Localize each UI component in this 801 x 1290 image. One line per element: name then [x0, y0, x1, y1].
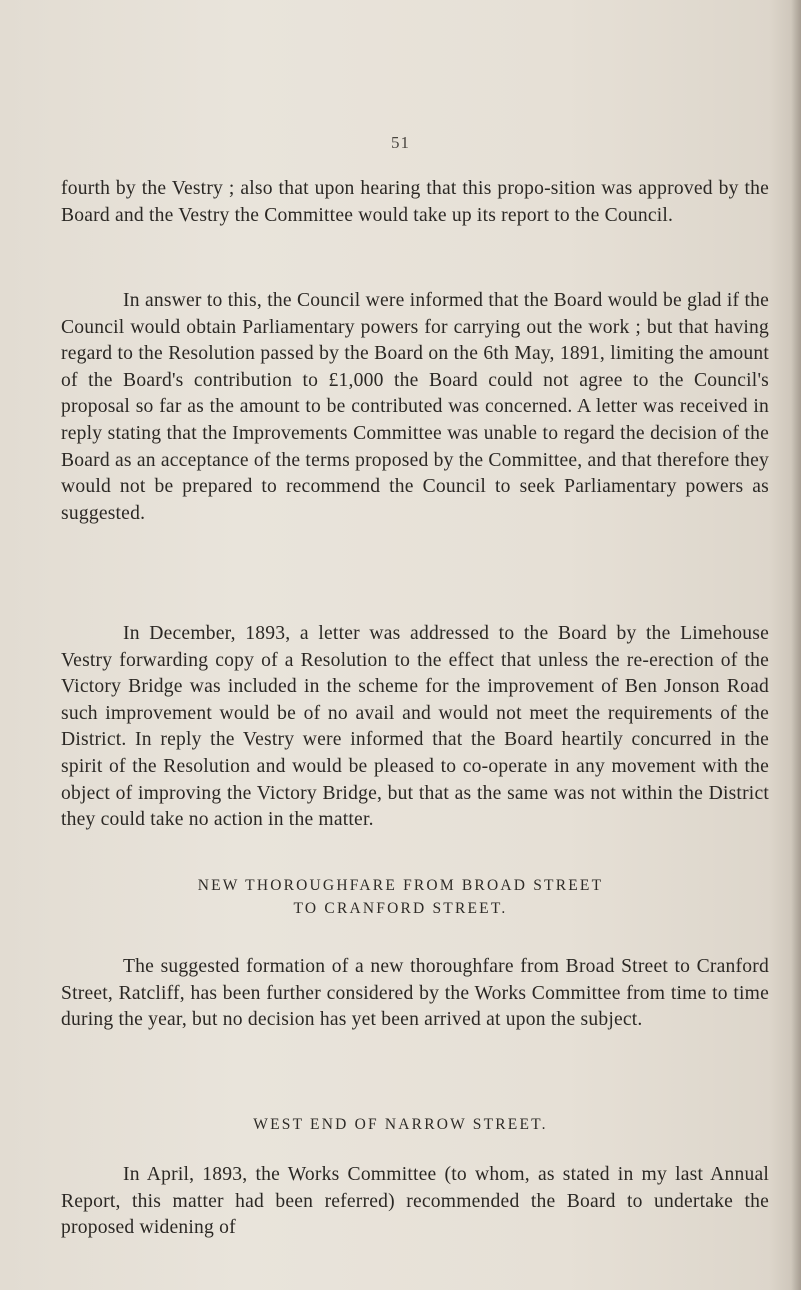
page-edge-shadow — [791, 0, 801, 1290]
paragraph-council-answer — [61, 288, 769, 527]
section-heading-narrow-street — [0, 1113, 801, 1136]
paragraph-new-thoroughfare — [61, 954, 769, 1034]
paragraph-text: fourth by the Vestry ; also that upon hearing that this propo-sition was approved by the Board and the Vestry the Committee would take up its report to the Council. — [61, 178, 769, 226]
paragraph-narrow-street — [61, 1162, 769, 1242]
paragraph-continuation — [61, 176, 769, 229]
paragraph-text: In April, 1893, the Works Committee (to whom, as stated in my last Annual Report, this matter had been referred) recommended the Board to undertake the proposed widening of — [61, 1164, 769, 1239]
section-heading-line: TO CRANFORD STREET. — [293, 900, 508, 917]
section-heading-new-thoroughfare — [0, 874, 801, 920]
page-number: 51 — [391, 133, 410, 152]
paragraph-text: In answer to this, the Council were informed that the Board would be glad if the Council would obtain Parliamentary powers for carrying out the work ; but that having regard to the Resolution passed by the Board on the 6th May, 1891, limiting the amount of the Board's contribution to £1,000 the Board could not agree to the Council's proposal so far as the amount to be contributed was concerned. A letter was received in reply stating that the Improvements Committee was unable to regard the decision of the Board as an acceptance of the terms proposed by the Committee, and that therefore they would not be prepared to recommend the Council to seek Parliamentary powers as suggested. — [61, 290, 769, 524]
paragraph-limehouse-vestry — [61, 621, 769, 834]
paragraph-text: The suggested formation of a new thoroughfare from Broad Street to Cranford Street, Ratcliff, has been further considered by the Works Committee from time to time during the year, but no decision has yet been arrived at upon the subject. — [61, 956, 769, 1031]
section-heading-line: WEST END OF NARROW STREET. — [253, 1116, 548, 1133]
section-heading-line: NEW THOROUGHFARE FROM BROAD STREET — [197, 877, 604, 894]
paragraph-text: In December, 1893, a letter was addressed to the Board by the Limehouse Vestry forwarding copy of a Resolution to the effect that unless the re-erection of the Victory Bridge was included in the scheme for the improvement of Ben Jonson Road such improvement would be of no avail and would not meet the requirements of the District. In reply the Vestry were informed that the Board heartily concurred in the spirit of the Resolution and would be pleased to co-operate in any movement with the object of improving the Victory Bridge, but that as the same was not within the District they could take no action in the matter. — [61, 623, 769, 831]
